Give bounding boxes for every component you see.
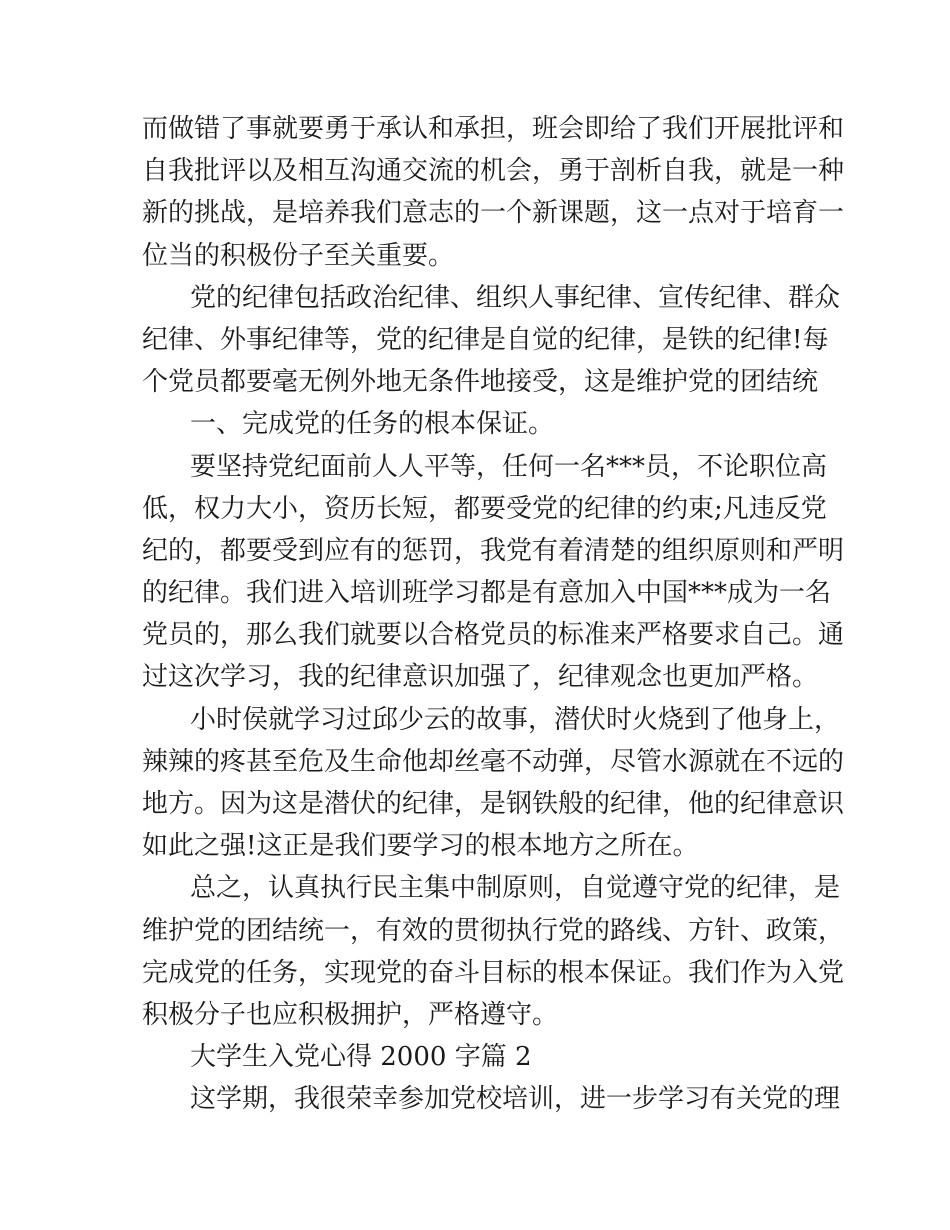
text-line: 维护党的团结统一，有效的贯彻执行党的路线、方针、政策， bbox=[142, 915, 845, 946]
paragraph-first-line: 这学期，我很荣幸参加党校培训，进一步学习有关党的理 bbox=[190, 1084, 841, 1115]
text-line: 积极分子也应积极拥护，严格遵守。 bbox=[142, 999, 559, 1030]
paragraph-first-line: 一、完成党的任务的根本保证。 bbox=[190, 409, 555, 440]
text-line: 过这次学习，我的纪律意识加强了，纪律观念也更加严格。 bbox=[142, 662, 819, 693]
text-line: 地方。因为这是潜伏的纪律，是钢铁般的纪律，他的纪律意识 bbox=[142, 789, 845, 819]
text-line: 完成党的任务，实现党的奋斗目标的根本保证。我们作为入党 bbox=[142, 957, 845, 988]
text-line: 党员的，那么我们就要以合格党员的标准来严格要求自己。通 bbox=[142, 620, 845, 651]
text-line: 新的挑战，是培养我们意志的一个新课题，这一点对于培育一 bbox=[142, 198, 845, 229]
text-line: 自我批评以及相互沟通交流的机会，勇于剖析自我，就是一种 bbox=[142, 156, 845, 187]
text-line: 个党员都要毫无例外地无条件地接受，这是维护党的团结统 bbox=[142, 367, 819, 398]
text-line: 位当的积极份子至关重要。 bbox=[142, 240, 455, 271]
section-heading: 大学生入党心得 2000 字篇 2 bbox=[190, 1042, 532, 1073]
text-line: 辣辣的疼甚至危及生命他却丝毫不动弹，尽管水源就在不远的 bbox=[142, 746, 845, 777]
text-line: 而做错了事就要勇于承认和承担，班会即给了我们开展批评和 bbox=[142, 114, 845, 144]
paragraph-first-line: 总之，认真执行民主集中制原则，自觉遵守党的纪律，是 bbox=[190, 873, 841, 904]
document-body bbox=[142, 108, 845, 1121]
text-line: 纪的，都要受到应有的惩罚，我党有着清楚的组织原则和严明 bbox=[142, 535, 845, 566]
paragraph-first-line: 小时侯就学习过邱少云的故事，潜伏时火烧到了他身上， bbox=[190, 704, 841, 735]
text-line: 纪律、外事纪律等，党的纪律是自觉的纪律，是铁的纪律!每 bbox=[142, 324, 829, 355]
paragraph-first-line: 要坚持党纪面前人人平等，任何一名***员，不论职位高 bbox=[190, 451, 828, 482]
text-line: 的纪律。我们进入培训班学习都是有意加入中国***成为一名 bbox=[142, 578, 832, 609]
text-line: 如此之强!这正是我们要学习的根本地方之所在。 bbox=[142, 831, 699, 862]
paragraph-first-line: 党的纪律包括政治纪律、组织人事纪律、宣传纪律、群众 bbox=[190, 282, 841, 313]
text-line: 低，权力大小，资历长短，都要受党的纪律的约束;凡违反党 bbox=[142, 493, 827, 524]
